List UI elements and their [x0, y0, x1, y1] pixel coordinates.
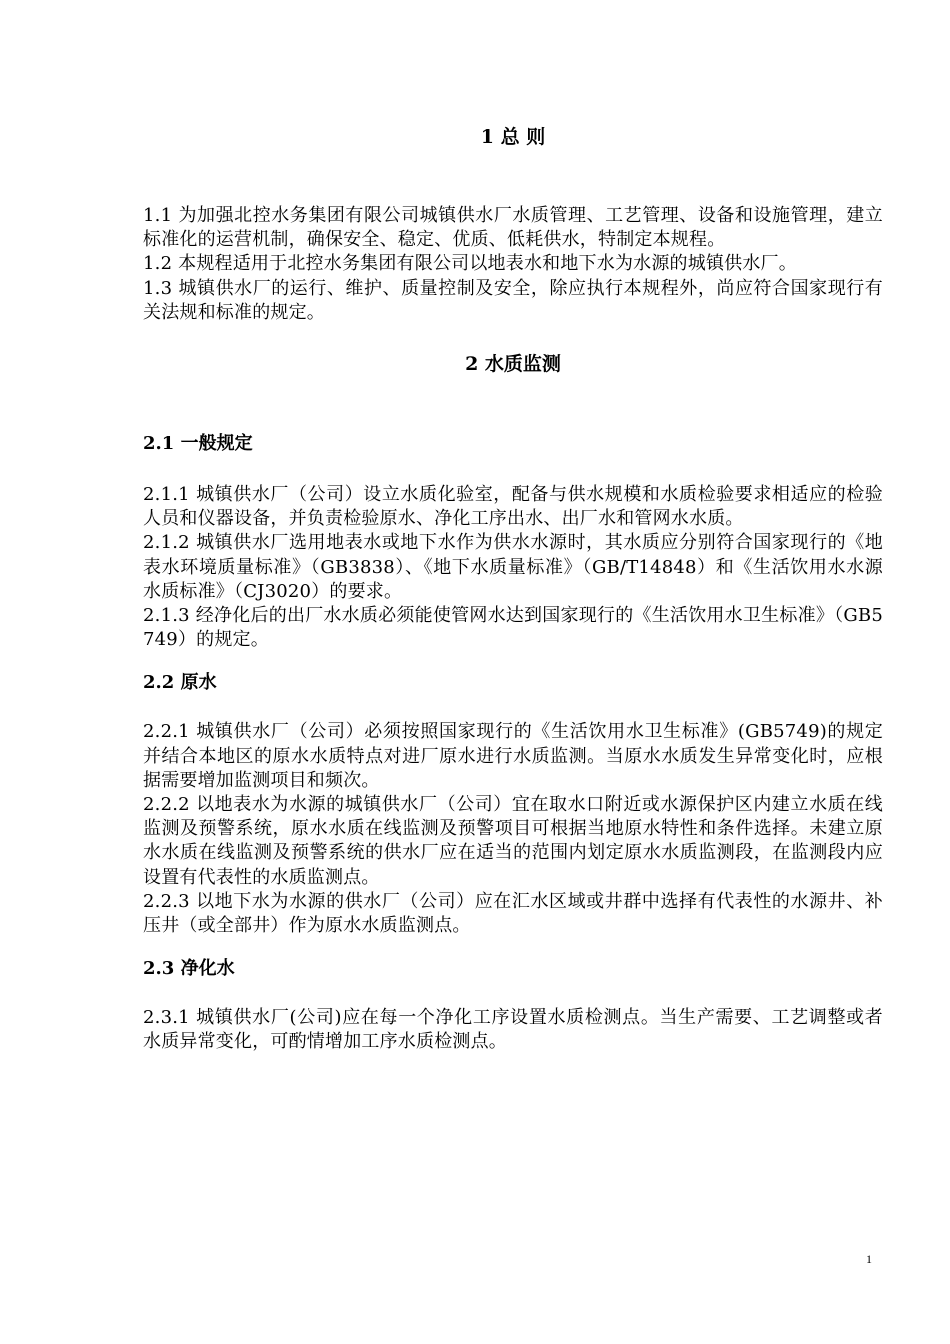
chapter-2-title: 2 水质监测 [465, 353, 561, 376]
clause-2-2-1: 2.2.1 城镇供水厂（公司）必须按照国家现行的《生活饮用水卫生标准》(GB5749)的规定并结合本地区的原水水质特点对进厂原水进行水质监测。当原水水质发生异常变化时，应根据需要增加监测项目和频次。 [143, 721, 883, 791]
section-2-2-title: 2.2 原水 [143, 672, 217, 694]
clause-1-1: 1.1 为加强北控水务集团有限公司城镇供水厂水质管理、工艺管理、设备和设施管理，建立标准化的运营机制，确保安全、稳定、优质、低耗供水，特制定本规程。 [143, 205, 883, 251]
clause-2-1-1: 2.1.1 城镇供水厂（公司）设立水质化验室，配备与供水规模和水质检验要求相适应的检验人员和仪器设备，并负责检验原水、净化工序出水、出厂水和管网水水质。 [143, 484, 883, 530]
clause-2-2-2: 2.2.2 以地表水为水源的城镇供水厂（公司）宜在取水口附近或水源保护区内建立水质在线监测及预警系统，原水水质在线监测及预警项目可根据当地原水特性和条件选择。未建立原水水质在线监测及预警系统的供水厂应在适当的范围内划定原水水质监测段，在监测段内应设置有代表性的水质监测点。 [143, 794, 883, 888]
clause-1-2: 1.2 本规程适用于北控水务集团有限公司以地表水和地下水为水源的城镇供水厂。 [143, 253, 797, 275]
page-number: 1 [866, 1252, 872, 1266]
clause-2-3-1: 2.3.1 城镇供水厂(公司)应在每一个净化工序设置水质检测点。当生产需要、工艺调整或者水质异常变化，可酌情增加工序水质检测点。 [143, 1007, 883, 1053]
chapter-1-title: 1 总 则 [480, 126, 546, 148]
clause-2-1-2: 2.1.2 城镇供水厂选用地表水或地下水作为供水水源时，其水质应分别符合国家现行的《地表水环境质量标准》（GB3838）、《地下水质量标准》（GB/T14848）和《生活饮用水水源水质标准》（CJ3020）的要求。 [143, 532, 883, 602]
clause-2-1-3: 2.1.3 经净化后的出厂水水质必须能使管网水达到国家现行的《生活饮用水卫生标准》（GB5749）的规定。 [143, 605, 883, 651]
clause-2-2-3: 2.2.3 以地下水为水源的供水厂（公司）应在汇水区域或井群中选择有代表性的水源井、补压井（或全部井）作为原水水质监测点。 [143, 890, 883, 937]
clause-1-3: 1.3 城镇供水厂的运行、维护、质量控制及安全，除应执行本规程外，尚应符合国家现行有关法规和标准的规定。 [143, 277, 883, 323]
section-2-1-title: 2.1 一般规定 [143, 433, 253, 455]
section-2-3-title: 2.3 净化水 [143, 958, 235, 980]
page-content [143, 120, 883, 1055]
